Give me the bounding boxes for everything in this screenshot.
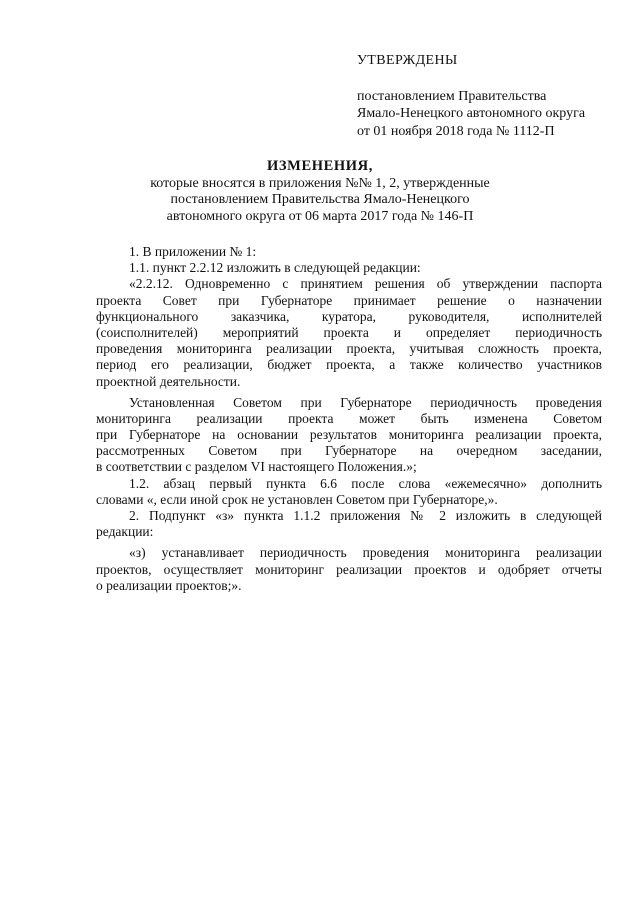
title-line: которые вносятся в приложения №№ 1, 2, утвержденные (150, 175, 490, 191)
approval-basis-line: Ямало-Ненецкого автономного округа (357, 106, 586, 121)
item-1-1-heading: 1.1. пункт 2.2.12 изложить в следующей редакции: (129, 260, 421, 276)
paragraph-line: период его реализации, бюджет проекта, а также количество участников (96, 357, 602, 373)
paragraph-line: «2.2.12. Одновременно с принятием решения об утверждении паспорта (129, 276, 602, 292)
paragraph-line: проектной деятельности. (96, 373, 241, 389)
approval-basis-line: постановлением Правительства (357, 88, 547, 104)
title-line: автономного округа от 06 марта 2017 года № 146-П (166, 208, 474, 224)
paragraph-line: словами «, если иной срок не установлен Советом при Губернаторе,». (96, 491, 498, 507)
approval-basis-line: от 01 ноября 2018 года № 1112-П (357, 123, 555, 139)
title-heading: ИЗМЕНЕНИЯ, (267, 158, 373, 174)
paragraph-line: о реализации проектов;». (96, 577, 242, 593)
paragraph-line: проектов, осуществляет мониторинг реализации проектов и одобряет отчеты (96, 561, 602, 577)
title-line: постановлением Правительства Ямало-Ненецкого (170, 192, 470, 207)
paragraph-line: (соисполнителей) мероприятий проекта и определяет периодичность (96, 324, 602, 340)
paragraph-line: Установленная Советом при Губернаторе периодичность проведения (129, 394, 602, 410)
paragraph-line: рассмотренных Советом при Губернаторе на очередном заседании, (96, 443, 602, 459)
paragraph-line: при Губернаторе на основании результатов мониторинга реализации проекта, (96, 427, 602, 443)
paragraph-line: проекта Совет при Губернаторе принимает решение о назначении (96, 292, 602, 308)
paragraph-line: 1.2. абзац первый пункта 6.6 после слова «ежемесячно» дополнить (129, 475, 602, 491)
paragraph-council-periodicity (96, 395, 602, 476)
item-1-2 (96, 476, 602, 508)
item-2 (96, 508, 602, 540)
paragraph-line: проведения мониторинга реализации проекта, учитывая сложность проекта, (96, 341, 602, 357)
paragraph-line: функционального заказчика, куратора, руководителя, исполнителей (96, 308, 602, 324)
approved-label: УТВЕРЖДЕНЫ (357, 53, 458, 68)
item-1-heading: 1. В приложении № 1: (129, 244, 257, 259)
paragraph-line: в соответствии с разделом VI настоящего Положения.»; (96, 459, 417, 475)
document-body (96, 244, 602, 594)
paragraph-line: 2. Подпункт «з» пункта 1.1.2 приложения № 2 изложить в следующей (129, 508, 602, 523)
document-title (120, 158, 520, 225)
paragraph-line: «з) устанавливает периодичность проведения мониторинга реализации (129, 545, 602, 561)
approval-stamp (357, 52, 627, 140)
paragraph-subitem-z (96, 545, 602, 594)
paragraph-line: мониторинга реализации проекта может быть изменена Советом (96, 410, 602, 426)
approval-basis (357, 88, 627, 141)
paragraph-2-2-12 (96, 276, 602, 389)
paragraph-line: редакции: (96, 524, 154, 540)
